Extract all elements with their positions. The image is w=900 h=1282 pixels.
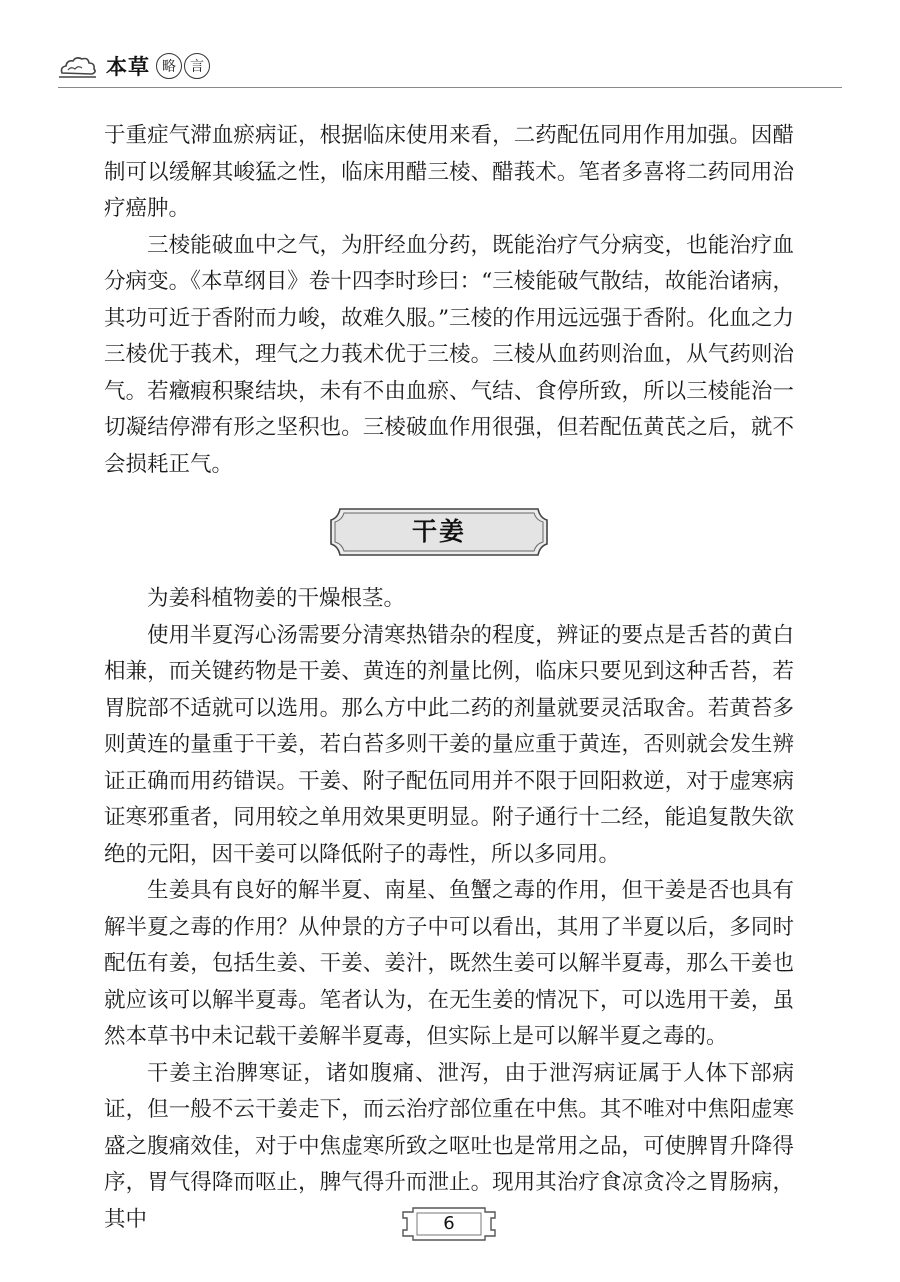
body-text-upper [104, 118, 794, 483]
paragraph: 三棱能破血中之气，为肝经血分药，既能治疗气分病变，也能治疗血分病变。《本草纲目》卷十四李时珍曰：“三棱能破气散结，故能治诸病，其功可近于香附而力峻，故难久服。”三棱的作用远远强于香附。化血之力三棱优于莪术，理气之力莪术优于三棱。三棱从血药则治血，从气药则治气。若癥瘕积聚结块，未有不由血瘀、气结、食停所致，所以三棱能治一切凝结停滞有形之坚积也。三棱破血作用很强，但若配伍黄芪之后，就不会损耗正气。 [104, 232, 794, 477]
page-number: 6 [443, 1213, 455, 1234]
section-heading-text: 干姜 [411, 517, 466, 546]
section-heading [330, 508, 548, 556]
header-subtitle-char: 言 [184, 53, 210, 79]
header-subtitle-char: 略 [156, 53, 182, 79]
header-title: 本草 [106, 55, 150, 79]
paragraph: 为姜科植物姜的干燥根茎。 [147, 586, 406, 611]
header-subtitle [156, 53, 212, 79]
paragraph: 生姜具有良好的解半夏、南星、鱼蟹之毒的作用，但干姜是否也具有解半夏之毒的作用？从仲景的方子中可以看出，其用了半夏以后，多同时配伍有姜，包括生姜、干姜、姜汁，既然生姜可以解半夏毒，那么干姜也就应该可以解半夏毒。笔者认为，在无生姜的情况下，可以选用干姜，虽然本草书中未记载干姜解半夏毒，但实际上是可以解半夏之毒的。 [104, 878, 794, 1049]
header-rule [58, 87, 842, 88]
paragraph: 使用半夏泻心汤需要分清寒热错杂的程度，辨证的要点是舌苔的黄白相兼，而关键药物是干姜、黄连的剂量比例，临床只要见到这种舌苔，若胃脘部不适就可以选用。那么方中此二药的剂量就要灵活取舍。若黄苔多则黄连的量重于干姜，若白苔多则干姜的量应重于黄连，否则就会发生辨证正确而用药错误。干姜、附子配伍同用并不限于回阳救逆，对于虚寒病证寒邪重者，同用较之单用效果更明显。附子通行十二经，能追复散失欲绝的元阳，因干姜可以降低附子的毒性，所以多同用。 [104, 622, 794, 867]
paragraph: 干姜主治脾寒证，诸如腹痛、泄泻，由于泄泻病证属于人体下部病证，但一般不云干姜走下，而云治疗部位重在中焦。其不唯对中焦阳虚寒盛之腹痛效佳，对于中焦虚寒所致之呕吐也是常用之品，可使脾胃升降得序，胃气得降而呕止，脾气得升而泄止。现用其治疗食凉贪冷之胃肠病，其中 [104, 1060, 794, 1232]
cloud-icon [58, 51, 98, 81]
running-header [58, 46, 212, 86]
page-number-frame [399, 1206, 499, 1242]
paragraph: 于重症气滞血瘀病证，根据临床使用来看，二药配伍同用作用加强。因醋制可以缓解其峻猛之性，临床用醋三棱、醋莪术。笔者多喜将二药同用治疗癌肿。 [104, 123, 794, 221]
body-text-lower [104, 581, 794, 1238]
